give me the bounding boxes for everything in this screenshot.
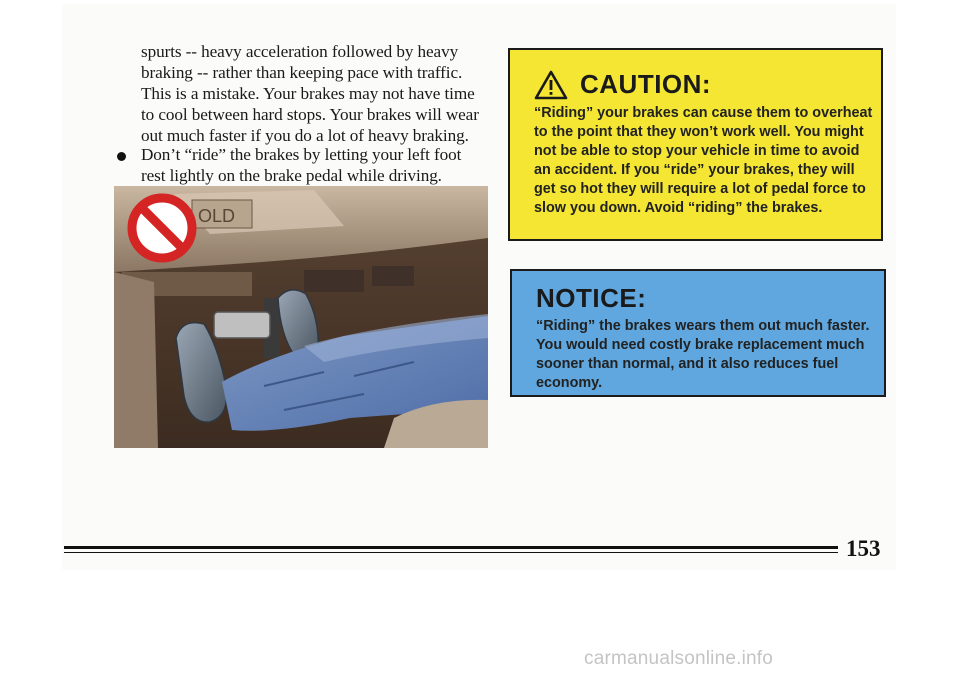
warning-triangle-icon <box>534 70 568 100</box>
caution-text: “Riding” your brakes can cause them to overheat to the point that they won’t work well. You might not be able to stop your vehicle in time to avoid an accident. If you “ride” your brakes, they will get so hot they will require a lot of pedal force to slow you down. Avoid “riding” the brakes. <box>534 105 873 216</box>
watermark: carmanualsonline.info <box>584 648 774 669</box>
bullet-ride-brakes: Don’t “ride” the brakes by letting your left foot rest lightly on the brake pedal while driving. <box>141 145 462 185</box>
svg-text:OLD: OLD <box>198 206 236 226</box>
page-number: 153 <box>846 536 881 561</box>
notice-text: “Riding” the brakes wears them out much faster. You would need costly brake replacement much sooner than normal, and it also reduces fuel economy. <box>536 318 870 391</box>
notice-title: NOTICE: <box>536 283 647 313</box>
caution-box <box>508 48 883 241</box>
footer-rule <box>64 546 838 549</box>
footer-rule-thin <box>64 552 838 553</box>
caution-title: CAUTION: <box>580 69 712 99</box>
foot-on-brake-illustration <box>114 186 488 448</box>
no-symbol-icon <box>132 198 192 258</box>
notice-box <box>510 269 886 397</box>
paragraph-heavy-braking: spurts -- heavy acceleration followed by heavy braking -- rather than keeping pace with traffic. This is a mistake. Your brakes may not have time to cool between hard stops. Your brakes will wear out much faster if you do a lot of heavy braking. <box>141 42 479 145</box>
bullet-dot-icon <box>117 152 126 161</box>
